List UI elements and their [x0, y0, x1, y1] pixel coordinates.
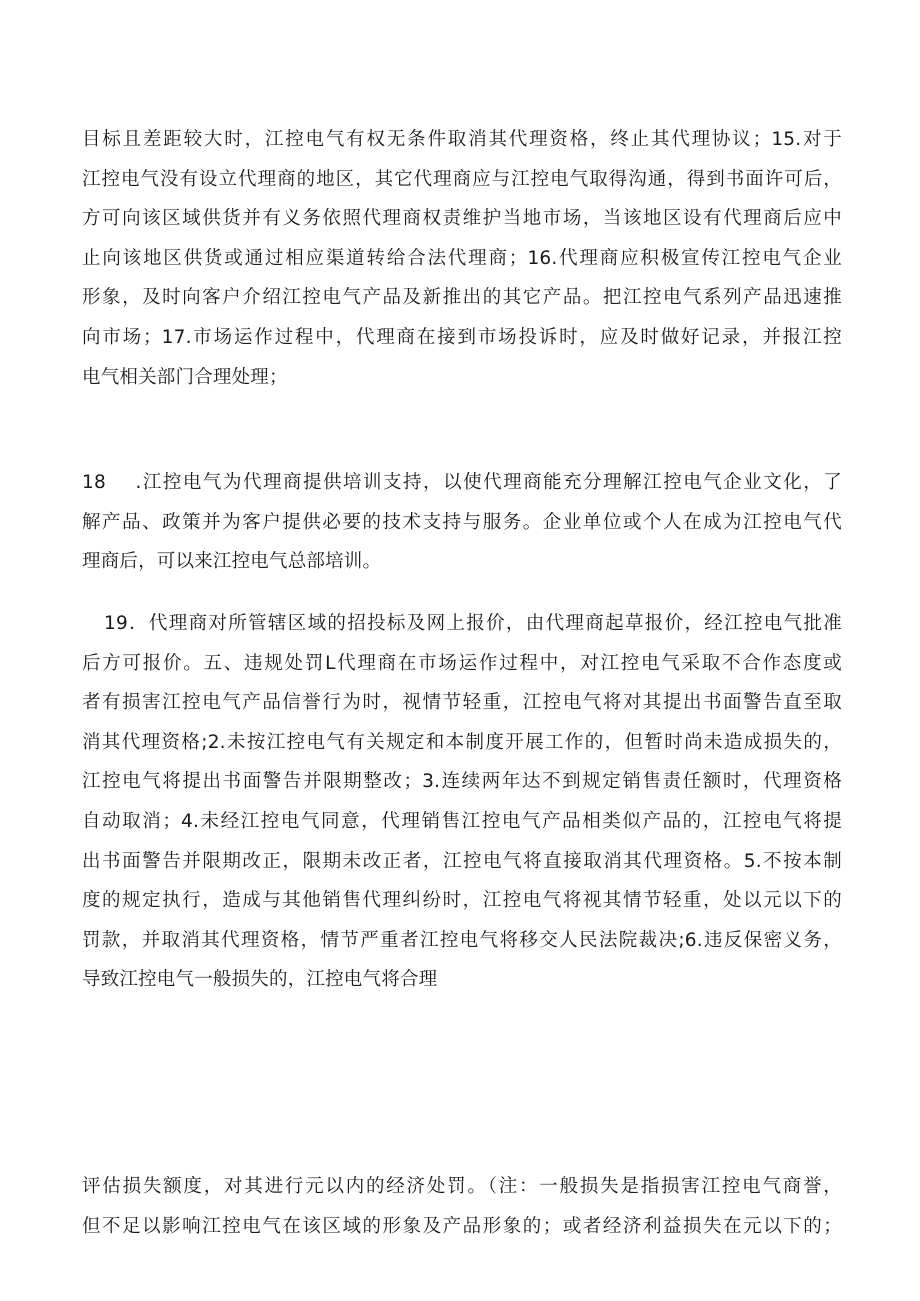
text-line: 19．代理商对所管辖区域的招投标及网上报价，由代理商起草报价，经江控电气批准 [104, 613, 842, 634]
text-line: 电气相关部门合理处理； [82, 366, 288, 388]
text-line: 方可向该区域供货并有义务依照代理商权责维护当地市场，当该地区设有代理商后应中 [82, 208, 842, 230]
text-line: 理商后，可以来江控电气总部培训。 [82, 551, 382, 573]
text-line: 罚款，并取消其代理资格，情节严重者江控电气将移交人民法院裁决;6.违反保密义务， [82, 929, 842, 951]
text-line: 度的规定执行，造成与其他销售代理纠纷时，江控电气将视其情节轻重，处以元以下的 [82, 890, 842, 912]
text-line: 导致江控电气一般损失的，江控电气将合理 [82, 969, 438, 991]
text-line: 江控电气没有设立代理商的地区，其它代理商应与江控电气取得沟通，得到书面许可后， [82, 168, 842, 190]
text-line: 自动取消；4.未经江控电气同意，代理销售江控电气产品相类似产品的，江控电气将提 [82, 810, 842, 832]
text-line: 止向该地区供货或通过相应渠道转给合法代理商；16.代理商应积极宣传江控电气企业 [82, 247, 842, 269]
text-line: 解产品、政策并为客户提供必要的技术支持与服务。企业单位或个人在成为江控电气代 [82, 511, 842, 533]
text-line: 后方可报价。五、违规处罚L代理商在市场运作过程中，对江控电气采取不合作态度或 [82, 652, 842, 674]
text-line: 形象，及时向客户介绍江控电气产品及新推出的其它产品。把江控电气系列产品迅速推 [82, 287, 842, 309]
paragraph-clauses-15-17 [82, 120, 842, 397]
paragraph-clause-19-penalties [82, 604, 842, 1000]
text-line: 评估损失额度，对其进行元以内的经济处罚。（注：一般损失是指损害江控电气商誉， [82, 1176, 842, 1197]
paragraph-clause-18 [82, 463, 842, 582]
text-line: 江控电气将提出书面警告并限期整改；3.连续两年达不到规定销售责任额时，代理资格 [82, 771, 842, 793]
text-line: 出书面警告并限期改正，限期未改正者，江控电气将直接取消其代理资格。5.不按本制 [82, 850, 842, 872]
paragraph-loss-assessment-note [82, 1167, 842, 1246]
text-line: 18 .江控电气为代理商提供培训支持，以使代理商能充分理解江控电气企业文化，了 [82, 472, 842, 493]
text-line: 向市场；17.市场运作过程中，代理商在接到市场投诉时，应及时做好记录，并报江控 [82, 326, 842, 348]
text-line: 消其代理资格;2.未按江控电气有关规定和本制度开展工作的，但暂时尚未造成损失的， [82, 731, 842, 753]
text-line: 者有损害江控电气产品信誉行为时，视情节轻重，江控电气将对其提出书面警告直至取 [82, 692, 842, 714]
text-line: 但不足以影响江控电气在该区域的形象及产品形象的；或者经济利益损失在元以下的； [82, 1215, 842, 1237]
text-line: 目标且差距较大时，江控电气有权无条件取消其代理资格，终止其代理协议；15.对于 [82, 129, 842, 150]
